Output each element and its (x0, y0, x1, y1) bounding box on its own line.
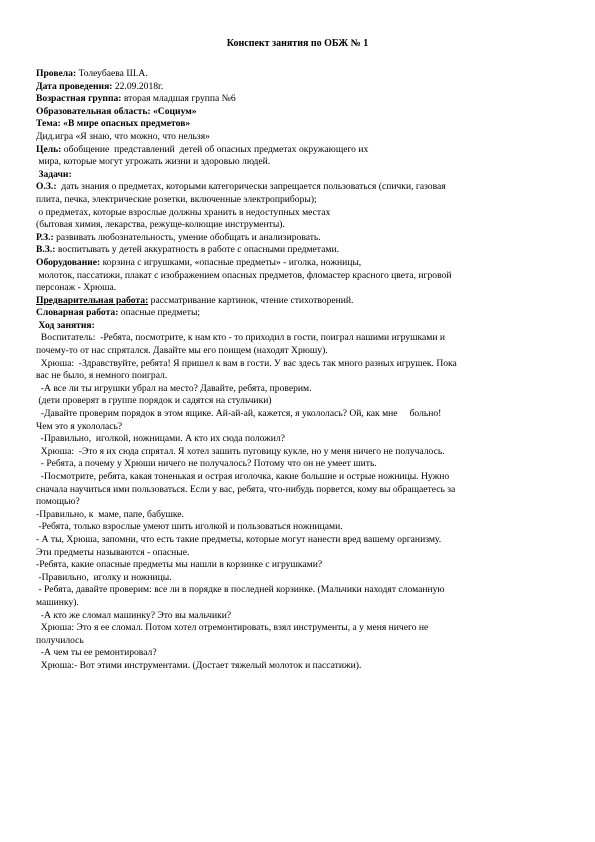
equipment-line (36, 257, 566, 270)
dialogue-line: -Давайте проверим порядок в этом ящике. Ай-ай-ай, кажется, я укололась? Ой, как мне больно! (36, 408, 442, 420)
dialogue-line: Хрюша:- Вот этими инструментами. (Достает тяжелый молоток и пассатижи). (36, 659, 362, 671)
topic-value: «В мире опасных предметов» (60, 118, 191, 130)
dialogue-line: Хрюша: -Здравствуйте, ребята! Я пришел к вам в гости. У вас здесь так много разных игрушек. Пока (36, 357, 457, 369)
conducted-line (36, 68, 566, 81)
dialogue-line: -Ребята, только взрослые умеют шить иголкой и пользоваться ножницами. (36, 521, 343, 533)
oz-value: дать знания о предметах, которыми категорически запрещается пользоваться (спички, газовая (56, 181, 446, 193)
conducted-value: Толеубаева Ш.А. (76, 68, 148, 79)
topic-label: Тема: (36, 118, 61, 130)
dialogue-line: -Правильно, иголку и ножницы. (36, 571, 172, 583)
rz-line (36, 232, 566, 245)
date-value: 22.09.2018г. (112, 80, 164, 92)
didactic-game-line: Дид.игра «Я знаю, что можно, что нельзя» (36, 130, 210, 142)
oz-continuation-1: плита, печка, электрические розетки, включенные электроприборы); (36, 193, 317, 205)
dialogue-line: Хрюша: Это я ее сломал. Потом хотел отремонтировать, взял инструменты, а у меня ничего не (36, 622, 429, 634)
date-label: Дата проведения: (36, 80, 113, 92)
dialogue-line: почему-то от нас спрятался. Давайте мы его поищем (находят Хрюшу). (36, 345, 328, 357)
dialogue-line: -Правильно, иголкой, ножницами. А кто их сюда положил? (36, 433, 285, 445)
dialogue-line: сначала научиться ими пользоваться. Если у вас, ребята, что-нибудь порвется, кому вы обращаетесь за (36, 483, 456, 495)
age-group-value: вторая младшая группа №6 (121, 93, 236, 105)
dialogue-line: -Посмотрите, ребята, какая тоненькая и острая иголочка, какие большие и острые ножницы. Нужно (36, 471, 450, 482)
date-line (36, 81, 566, 94)
vz-line (36, 244, 566, 257)
prep-work-line (36, 295, 566, 308)
equipment-value: корзина с игрушками, «опасные предметы» - иголка, ножницы, (100, 256, 362, 268)
equipment-label: Оборудование: (36, 256, 101, 268)
page-title: Конспект занятия по ОБЖ № 1 (226, 38, 369, 49)
equipment-continuation-2: персонаж - Хрюша. (36, 282, 117, 294)
dialogue-line: помощью? (36, 496, 80, 508)
dialogue-line: машинку). (36, 596, 79, 608)
dialogue-line: вас не было, я немного поиграл. (36, 370, 168, 382)
vz-label: В.З.: (36, 244, 56, 256)
goal-label: Цель: (36, 143, 62, 155)
dialogue-line: Хрюша: -Это я их сюда спрятал. Я хотел зашить пуговицу кукле, но у меня ничего не получалось. (36, 445, 445, 457)
vocab-work-line (36, 307, 566, 320)
vocab-work-value: опасные предметы; (118, 307, 201, 319)
rz-value: развивать любознательность, умение обобщать и анализировать. (53, 231, 321, 243)
document-body (36, 68, 566, 673)
dialogue-line: - А ты, Хрюша, запомни, что есть такие предметы, которые могут нанести вред вашему организму. (36, 533, 442, 545)
age-group-line (36, 93, 566, 106)
oz-line (36, 181, 566, 194)
age-group-label: Возрастная группа: (36, 93, 122, 105)
vocab-work-label: Словарная работа: (36, 307, 119, 319)
dialogue-line: -Ребята, какие опасные предметы мы нашли в корзинке с игрушками? (36, 559, 323, 571)
equipment-continuation-1: молоток, пассатижи, плакат с изображением опасных предметов, фломастер красного цвета, игровой (36, 269, 452, 281)
dialogue-line: Эти предметы называются - опасные. (36, 546, 190, 558)
rz-label: Р.З.: (36, 231, 54, 243)
dialogue (36, 332, 566, 672)
dialogue-line: Воспитатель: -Ребята, посмотрите, к нам кто - то приходил в гости, поиграл нашими игрушками и (36, 332, 446, 344)
topic-line (36, 118, 566, 131)
edu-area-line: Образовательная область: «Социум» (36, 105, 197, 117)
dialogue-line: (дети проверят в группе порядок и садятся на стульчики) (36, 395, 272, 407)
dialogue-line: -Правильно, к маме, папе, бабушке. (36, 508, 184, 520)
oz-continuation-3: (бытовая химия, лекарства, режуще-колющие инструменты). (36, 219, 285, 231)
dialogue-line: -А чем ты ее ремонтировал? (36, 647, 157, 659)
conducted-label: Провела: (36, 68, 77, 79)
dialogue-line: получилось (36, 634, 84, 646)
dialogue-line: Чем это я укололась? (36, 420, 123, 432)
prep-work-label: Предварительная работа: (36, 294, 149, 306)
dialogue-line: -А кто же сломал машинку? Это вы мальчики? (36, 609, 232, 621)
goal-continuation: мира, которые могут угрожать жизни и здоровью людей. (36, 156, 271, 168)
dialogue-line: - Ребята, а почему у Хрюши ничего не получалось? Потому что он не умеет шить. (36, 458, 377, 470)
oz-continuation-2: о предметах, которые взрослые должны хранить в недоступных местах (36, 206, 331, 218)
vz-value: воспитывать у детей аккуратность в работе с опасными предметами. (55, 244, 339, 256)
prep-work-value: рассматривание картинок, чтение стихотворений. (148, 294, 354, 306)
dialogue-line: - Ребята, давайте проверим: все ли в порядке в последней корзинке. (Мальчики находят сломанную (36, 584, 445, 596)
lesson-course-heading: Ход занятия: (36, 319, 95, 331)
oz-label: О.З.: (36, 181, 57, 193)
goal-line (36, 144, 566, 157)
dialogue-line: -А все ли ты игрушки убрал на место? Давайте, ребята, проверим. (36, 382, 312, 394)
goal-value: обобщение представлений детей об опасных предметах окружающего их (61, 143, 369, 155)
tasks-heading: Задачи: (36, 168, 72, 180)
